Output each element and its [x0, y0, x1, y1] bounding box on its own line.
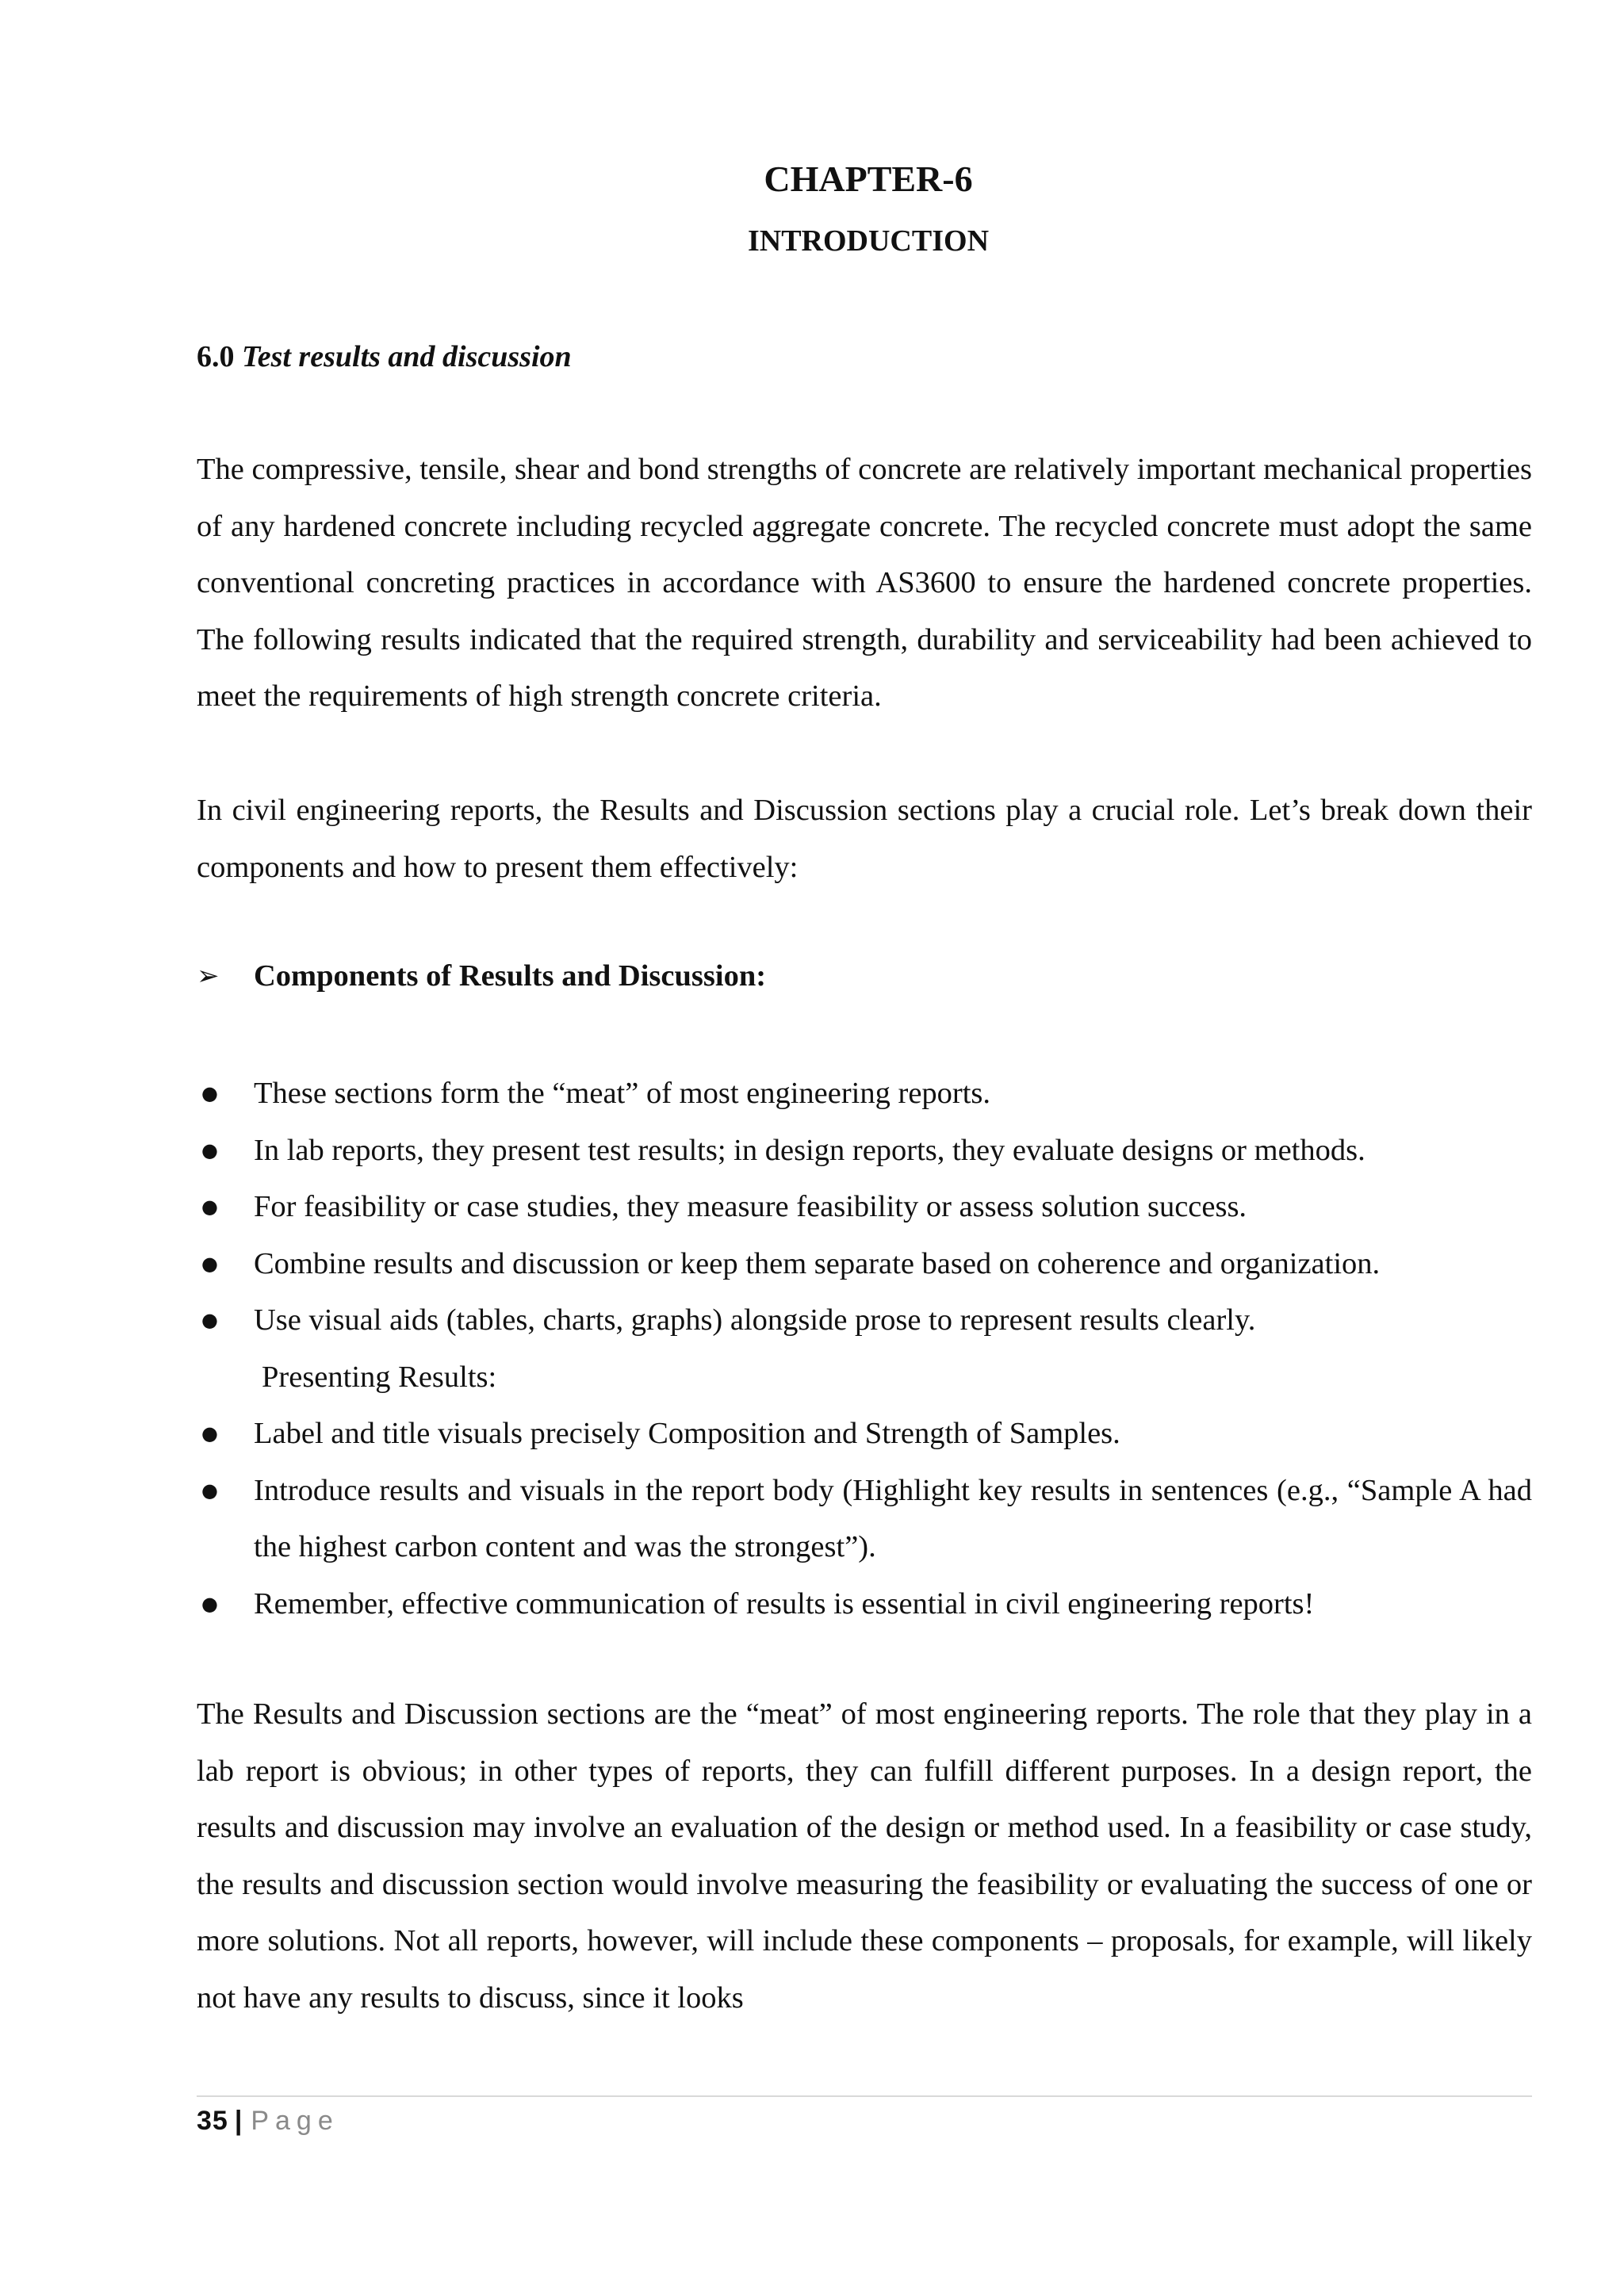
list-item: [197, 1123, 1532, 1180]
paragraph-overview: In civil engineering reports, the Results and Discussion sections play a crucial role. Let’s break down their components and how to present them effectively:: [197, 794, 1532, 884]
components-heading: [197, 954, 766, 998]
list-item: [197, 1406, 1532, 1463]
paragraph-discussion: The Results and Discussion sections are the “meat” of most engineering reports. The role that they play in a lab report is obvious; in other types of reports, they can fulfill different purposes. In a design report, the results and discussion may involve an evaluation of the design or method used. In a feasibility or case study, the results and discussion section would involve measuring the feasibility or evaluating the success of one or more solutions. Not all reports, however, will include these components – proposals, for example, will likely not have any results to discuss, since it looks: [197, 1697, 1532, 2015]
footer-divider: [197, 2095, 1532, 2097]
list-item: [197, 1576, 1532, 1633]
components-heading-label: Components of Results and Discussion:: [254, 959, 767, 993]
list-item-text: These sections form the “meat” of most engineering reports.: [254, 1077, 991, 1110]
bullet-dot-icon: ●: [201, 1252, 218, 1275]
bullet-dot-icon: ●: [201, 1082, 218, 1104]
chapter-title: CHAPTER-6: [764, 159, 973, 199]
list-item-text: Combine results and discussion or keep them separate based on coherence and organization.: [254, 1246, 1381, 1280]
list-subheading: [197, 1349, 1532, 1406]
list-item-text: Label and title visuals precisely Composition and Strength of Samples.: [254, 1417, 1120, 1450]
bullet-dot-icon: ●: [201, 1196, 218, 1218]
list-item-text: For feasibility or case studies, they measure feasibility or assess solution success.: [254, 1190, 1247, 1223]
list-subheading-text: Presenting Results:: [262, 1360, 497, 1394]
list-item: [197, 1292, 1532, 1349]
list-item-text: Introduce results and visuals in the report body (Highlight key results in sentences (e.g., “Sample A had the highest carbon content and was the strongest”).: [254, 1473, 1532, 1563]
page-footer: [197, 2101, 339, 2141]
page-number: 35: [197, 2106, 228, 2136]
bullet-dot-icon: ●: [201, 1592, 218, 1615]
footer-separator: |: [234, 2106, 243, 2136]
chapter-subtitle: INTRODUCTION: [747, 224, 990, 258]
list-item: [197, 1463, 1532, 1576]
bullet-dot-icon: ●: [201, 1479, 218, 1502]
section-title: Test results and discussion: [242, 340, 572, 373]
paragraph-intro: The compressive, tensile, shear and bond strengths of concrete are relatively important mechanical properties of any hardened concrete including recycled aggregate concrete. The recycled concrete must adopt the same conventional concreting practices in accordance with AS3600 to ensure the hardened concrete properties. The following results indicated that the required strength, durability and serviceability had been achieved to meet the requirements of high strength concrete criteria.: [197, 453, 1532, 713]
list-item-text: Use visual aids (tables, charts, graphs) alongside prose to represent results clearly.: [254, 1303, 1256, 1337]
list-item: [197, 1066, 1532, 1123]
arrow-bullet-icon: ➢: [197, 960, 220, 992]
bullet-dot-icon: ●: [201, 1422, 218, 1445]
components-bullet-list: [197, 1066, 1532, 1632]
list-item: [197, 1236, 1532, 1293]
list-item-text: In lab reports, they present test results; in design reports, they evaluate designs or methods.: [254, 1133, 1365, 1167]
section-heading: [197, 335, 572, 378]
list-item: [197, 1179, 1532, 1236]
bullet-dot-icon: ●: [201, 1309, 218, 1331]
page-label: Page: [251, 2106, 339, 2136]
bullet-dot-icon: ●: [201, 1138, 218, 1161]
list-item-text: Remember, effective communication of results is essential in civil engineering reports!: [254, 1586, 1315, 1621]
section-number: 6.0: [197, 340, 235, 373]
